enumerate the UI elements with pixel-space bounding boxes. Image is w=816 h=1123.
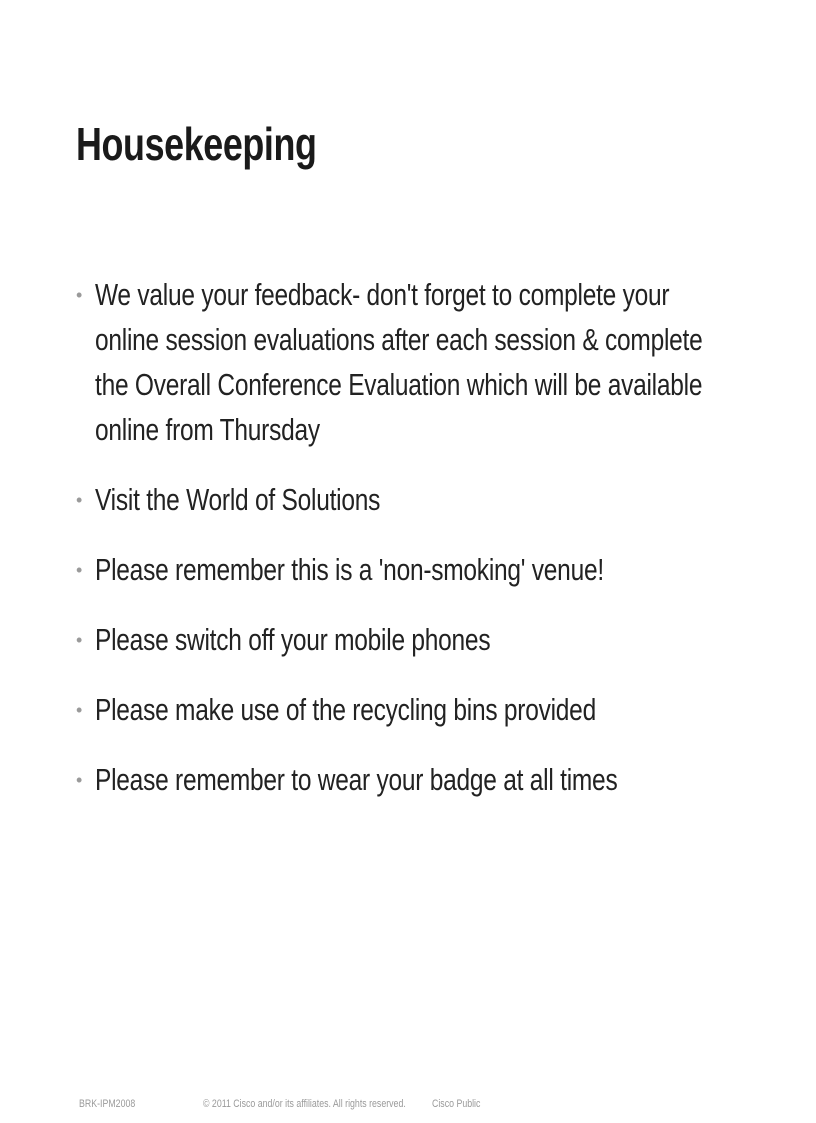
bullet-item-mobile-phones [76, 617, 736, 662]
bullet-dot-icon: • [76, 490, 83, 510]
bullet-text: Please remember to wear your badge at all times [95, 762, 618, 797]
footer-copyright: © 2011 Cisco and/or its affiliates. All rights reserved. [203, 1098, 406, 1110]
bullet-item-recycling [76, 687, 736, 732]
bullet-item-world-of-solutions [76, 477, 736, 522]
bullet-dot-icon: • [76, 630, 83, 650]
bullet-dot-icon: • [76, 700, 83, 720]
bullet-item-feedback [76, 272, 736, 452]
slide-footer [0, 1097, 816, 1111]
bullet-text: Please make use of the recycling bins provided [95, 692, 596, 727]
bullet-item-badge [76, 757, 736, 802]
footer-classification: Cisco Public [432, 1098, 481, 1110]
bullet-text: Visit the World of Solutions [95, 482, 381, 517]
slide-title: Housekeeping [76, 118, 317, 170]
bullet-dot-icon: • [76, 770, 83, 790]
bullet-list [76, 272, 736, 827]
bullet-text: Please switch off your mobile phones [95, 622, 491, 657]
bullet-dot-icon: • [76, 560, 83, 580]
bullet-text: We value your feedback- don't forget to complete your online session evaluations after each session & complete the Overall Conference Evaluation which will be available online from Thursday [95, 277, 703, 447]
footer-session-code: BRK-IPM2008 [79, 1098, 136, 1110]
bullet-dot-icon: • [76, 285, 83, 305]
bullet-text: Please remember this is a 'non-smoking' venue! [95, 552, 604, 587]
bullet-item-non-smoking [76, 547, 736, 592]
